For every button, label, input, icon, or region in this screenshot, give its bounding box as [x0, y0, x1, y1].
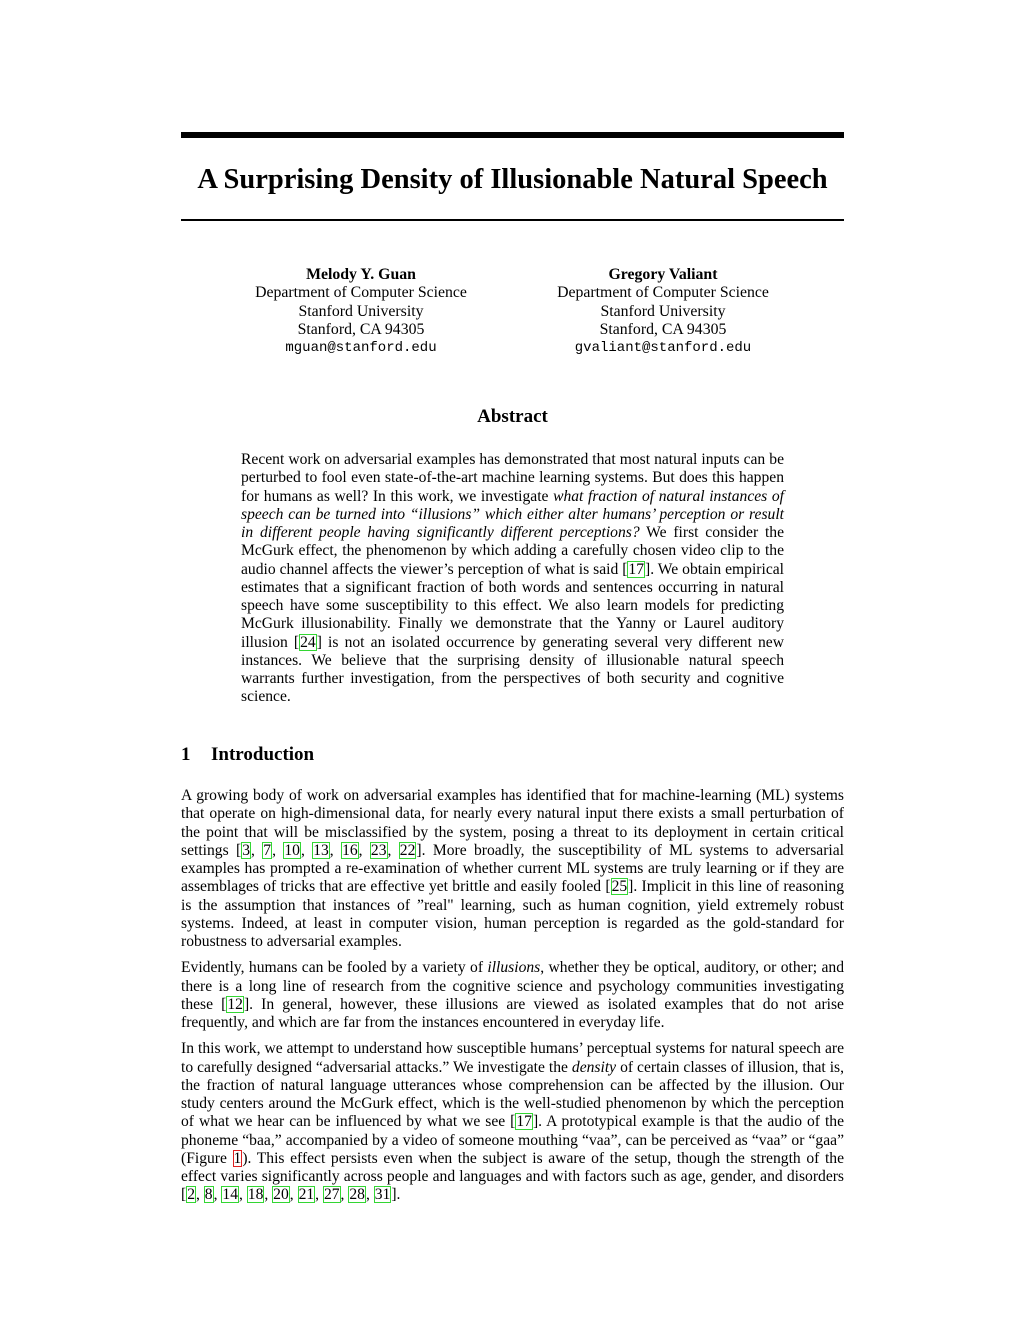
citation-link[interactable]: 27	[323, 1186, 340, 1204]
citation-link[interactable]: 24	[300, 633, 316, 651]
text-run: Evidently, humans can be fooled by a variety of	[181, 959, 488, 977]
citation-link[interactable]: 12	[227, 995, 243, 1013]
paragraph: A growing body of work on adversarial examples has identified that for machine-learning (ML) systems that operate on high-dimensional data, for nearly every natural input there exists a small perturbation of the point that will be misclassified by the system, posing a threat to its deployment in certain critical settings [3, 7, 10, 13, 16, 23, 22]. More broadly, the susceptibility of ML systems to adversarial examples has prompted a re-examination of whether current ML systems are truly learning or if they are assemblages of tricks that are effective yet brittle and easily fooled [25]. Implicit in this line of reasoning is the assumption that instances of ”real" learning, such as human cognition, yield extremely robust systems. Indeed, at least in computer vision, human perception is regarded as the gold-standard for robustness to adversarial examples.	[181, 787, 844, 950]
text-run: of certain classes of illusion, that is, the fraction of natural language utterances whose comprehension can be affected by the illusion. Our study centers around the McGurk effect, which is the well-studied phenomenon by which the perception of what we hear can be influenced by what we see [	[181, 1058, 844, 1131]
paragraph: In this work, we attempt to understand how susceptible humans’ perceptual systems for natural speech are to carefully designed “adversarial attacks.” We investigate the density of certain classes of illusion, that is, the fraction of natural language utterances whose comprehension can be affected by the illusion. Our study centers around the McGurk effect, which is the well-studied phenomenon by which the perception of what we hear can be influenced by what we see [17]. A prototypical example is that the audio of the phoneme “baa,” accompanied by a video of someone mouthing “vaa”, can be perceived as “vaa” or “gaa” (Figure 1). This effect persists even when the subject is aware of the setup, though the strength of the effect varies significantly across people and languages and with factors such as age, gender, and disorders [2, 8, 14, 18, 20, 21, 27, 28, 31].	[181, 1040, 845, 1204]
author-department: Department of Computer Science	[255, 284, 467, 302]
citation-link[interactable]: 2	[187, 1186, 195, 1204]
paragraph	[181, 959, 844, 1032]
abstract-text-run: ] is not an isolated occurrence by generating several very different new instances. We believe that the surprising density of illusionable natural speech warrants further investigation, from the perspectives of both security and cognitive science.	[241, 633, 784, 706]
citation-link[interactable]: 23	[370, 841, 387, 859]
author-name: Gregory Valiant	[608, 266, 718, 283]
text-run: In this work, we attempt to understand how susceptible humans’ perceptual systems for natural speech are to carefully designed “adversarial attacks.” We investigate the	[181, 1040, 844, 1076]
paper-title: A Surprising Density of Illusionable Natural Speech	[197, 164, 828, 195]
author-email[interactable]: gvaliant@stanford.edu	[574, 340, 752, 357]
citation-link[interactable]: 22	[399, 841, 416, 859]
author-location: Stanford, CA 94305	[297, 320, 425, 338]
abstract-text-run: ]. We obtain empirical estimates that a significant fraction of both words and sentences occurring in natural speech have some susceptibility to this effect. We also learn models for predicting McGurk illusionability. Finally we demonstrate that the Yanny or Laurel auditory illusion [	[241, 560, 784, 651]
section-number: 1	[181, 744, 191, 765]
text-run: ]. Implicit in this line of reasoning is the assumption that instances of ”real" learning, such as human cognition, yield extremely robust systems. Indeed, at least in computer vision, human perception is regarded as the gold-standard for robustness to adversarial examples.	[181, 878, 844, 950]
author-location: Stanford, CA 94305	[599, 320, 727, 338]
abstract-text-run: We first consider the McGurk effect, the phenomenon by which adding a carefully chosen video clip to the audio channel affects the viewer’s perception of what is said [	[241, 524, 784, 578]
text-run: ]. In general, however, these illusions are viewed as isolated examples that do not arise frequently, and which are far from the instances encountered in everyday life.	[181, 995, 844, 1031]
abstract-text	[241, 451, 784, 707]
emphasis: density	[571, 1058, 617, 1076]
section-heading-introduction	[181, 743, 314, 767]
citation-link[interactable]: 31	[374, 1186, 391, 1204]
abstract-research-question: what fraction of natural instances of speech can be turned into “illusions” which either alter humans’ perception or result in different people having significantly different perceptions?	[241, 487, 784, 541]
citation-link[interactable]: 20	[273, 1186, 289, 1204]
title-rule-top	[181, 132, 844, 138]
author-name: Melody Y. Guan	[306, 266, 416, 283]
author-email[interactable]: mguan@stanford.edu	[285, 340, 437, 357]
citation-link[interactable]: 21	[298, 1186, 315, 1204]
citation-link[interactable]: 16	[342, 841, 358, 859]
citation-link[interactable]: 14	[222, 1186, 238, 1204]
citation-link[interactable]: 17	[516, 1113, 532, 1131]
introduction-body	[181, 787, 844, 1213]
text-run: , whether they be optical, auditory, or other; and there is a long line of research from the cognitive science and psychology communities investigating these [	[181, 959, 844, 1013]
abstract-text-run: Recent work on adversarial examples has demonstrated that most natural inputs can be perturbed to fool even state-of-the-art machine learning systems. But does this happen for humans as well? In this work, we investigate	[241, 451, 784, 505]
title-rule-bottom	[181, 219, 844, 221]
citation-link[interactable]: 8	[204, 1186, 213, 1204]
text-run: ]. A prototypical example is that the audio of the phoneme “baa,” accompanied by a video of someone mouthing “vaa”, can be perceived as “vaa” or “gaa” (Figure	[181, 1113, 845, 1167]
citation-link[interactable]: 10	[284, 841, 300, 859]
text-run: A growing body of work on adversarial examples has identified that for machine-learning (ML) systems that operate on high-dimensional data, for nearly every natural input there exists a small perturbation of the point that will be misclassified by the system, posing a threat to its deployment in certain critical settings [	[181, 787, 844, 859]
citation-link[interactable]: 25	[611, 878, 628, 896]
figure-reference-link[interactable]: 1	[233, 1149, 242, 1167]
author-university: Stanford University	[600, 302, 726, 320]
author-block-2	[513, 266, 813, 357]
citation-link[interactable]: 17	[628, 560, 645, 578]
citation-link[interactable]: 7	[263, 841, 272, 859]
emphasis: illusions	[487, 959, 541, 977]
author-block-1	[211, 266, 511, 357]
author-department: Department of Computer Science	[557, 284, 769, 302]
text-run: ). This effect persists even when the subject is aware of the setup, though the strength of the effect varies significantly across people and languages and with factors such as age, gender, and disorders [	[181, 1149, 844, 1204]
abstract-heading: Abstract	[477, 406, 548, 427]
text-run: ]. More broadly, the susceptibility of ML systems to adversarial examples has prompted a re-examination of whether current ML systems are truly learning or if they are assemblages of tricks that are effective yet brittle and easily fooled [	[181, 841, 844, 896]
citation-link[interactable]: 28	[349, 1186, 365, 1204]
citation-link[interactable]: 13	[313, 841, 329, 859]
text-run: ].	[391, 1186, 401, 1204]
section-title: Introduction	[211, 744, 315, 765]
citation-link[interactable]: 3	[242, 841, 251, 859]
citation-link[interactable]: 18	[247, 1186, 264, 1204]
author-university: Stanford University	[298, 302, 424, 320]
